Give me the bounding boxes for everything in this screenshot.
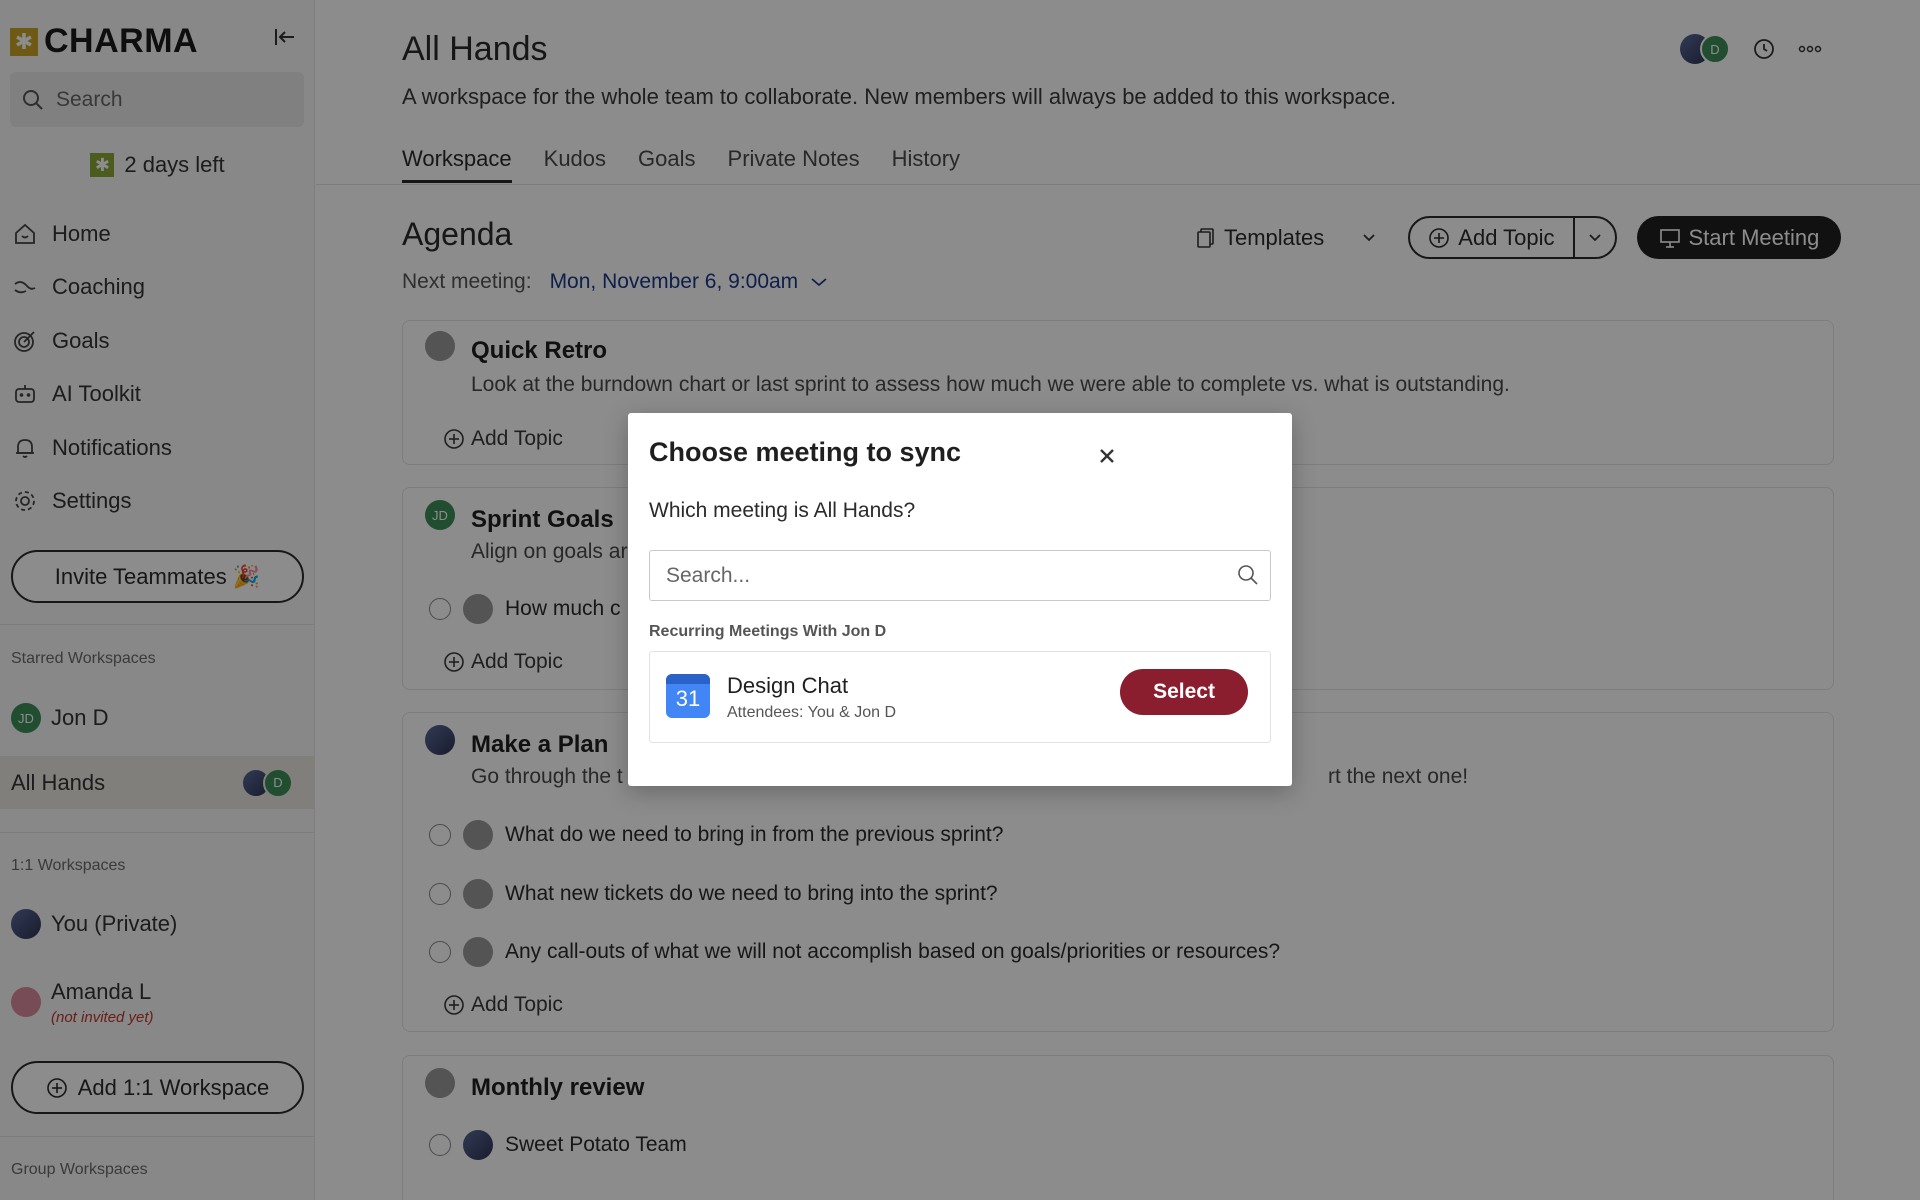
select-meeting-button[interactable]: Select xyxy=(1120,669,1248,715)
agenda-title: Agenda xyxy=(402,216,513,252)
meeting-option xyxy=(649,651,1271,743)
group-workspaces-heading: Group Workspaces xyxy=(11,1161,148,1178)
avatar: D xyxy=(1700,34,1730,64)
section-title[interactable]: Monthly review xyxy=(471,1074,645,1101)
start-meeting-label: Start Meeting xyxy=(1688,224,1820,250)
sidebar-item-label: Coaching xyxy=(52,274,145,300)
section-title[interactable]: Make a Plan xyxy=(471,731,609,758)
topic-text: Any call-outs of what we will not accomplish based on goals/priorities or resources? xyxy=(505,940,1281,963)
not-invited-note: (not invited yet) xyxy=(51,1008,154,1026)
sidebar-item-label: Home xyxy=(52,220,111,246)
sidebar-item-label: AI Toolkit xyxy=(52,381,141,407)
sidebar-item-label: Notifications xyxy=(52,434,172,460)
page-description: A workspace for the whole team to collaborate. New members will always be added to this workspace. xyxy=(402,84,1397,109)
workspace-label: You (Private) xyxy=(51,911,178,936)
section-title[interactable]: Quick Retro xyxy=(471,337,608,364)
one-on-one-workspaces-heading: 1:1 Workspaces xyxy=(11,857,126,874)
invite-teammates-label: Invite Teammates 🎉 xyxy=(54,563,261,589)
tab-history[interactable]: History xyxy=(891,146,961,171)
next-meeting-value: Mon, November 6, 9:00am xyxy=(549,270,799,293)
tab-private-notes[interactable]: Private Notes xyxy=(727,146,860,171)
tab-workspace[interactable]: Workspace xyxy=(402,146,512,183)
meeting-search-input[interactable] xyxy=(666,564,1206,588)
section-description: Align on goals ar xyxy=(471,540,628,563)
workspace-label: Jon D xyxy=(51,705,109,730)
avatar: D xyxy=(263,768,293,798)
trial-text: 2 days left xyxy=(124,152,225,177)
avatar: JD xyxy=(425,500,455,530)
sidebar-search-placeholder: Search xyxy=(56,87,123,111)
tab-kudos[interactable]: Kudos xyxy=(543,146,607,171)
section-title[interactable]: Sprint Goals xyxy=(471,506,614,533)
dialog-title: Choose meeting to sync xyxy=(649,437,962,467)
meeting-search-field xyxy=(649,550,1271,601)
topic-text: What do we need to bring in from the previous sprint? xyxy=(505,823,1004,846)
add-workspace-label: Add 1:1 Workspace xyxy=(77,1074,270,1100)
meeting-attendees: Attendees: You & Jon D xyxy=(727,704,897,721)
section-description: Look at the burndown chart or last sprint to assess how much we were able to complete vs. what is outstanding. xyxy=(471,373,1510,396)
meeting-name: Design Chat xyxy=(727,673,849,698)
topic-text: How much c xyxy=(505,597,621,620)
section-description-tail: rt the next one! xyxy=(1328,765,1469,788)
trial-star-icon: ✱ xyxy=(90,153,114,177)
calendar-day: 31 xyxy=(675,686,701,711)
logo-text: CHARMA xyxy=(44,22,199,60)
starred-workspaces-heading: Starred Workspaces xyxy=(11,650,156,667)
recurring-meetings-heading: Recurring Meetings With Jon D xyxy=(649,623,887,640)
search-icon xyxy=(1236,563,1260,587)
page-title: All Hands xyxy=(402,30,548,68)
tab-goals[interactable]: Goals xyxy=(638,146,696,171)
add-topic-label: Add Topic xyxy=(471,650,563,673)
topic-text: Sweet Potato Team xyxy=(505,1133,687,1156)
topic-text: What new tickets do we need to bring into the sprint? xyxy=(505,882,998,905)
add-topic-label: Add Topic xyxy=(471,993,563,1016)
add-topic-label: Add Topic xyxy=(1458,224,1555,250)
sidebar-item-label: Settings xyxy=(52,488,132,514)
google-calendar-icon xyxy=(666,674,710,718)
sidebar-item-label: Goals xyxy=(52,327,110,353)
templates-label: Templates xyxy=(1224,224,1325,250)
close-icon[interactable] xyxy=(1094,443,1120,469)
add-topic-label: Add Topic xyxy=(471,427,563,450)
dialog-question: Which meeting is All Hands? xyxy=(649,499,916,522)
next-meeting-label: Next meeting: xyxy=(402,270,532,293)
workspace-label: Amanda L xyxy=(51,978,152,1004)
workspace-label: All Hands xyxy=(11,769,106,795)
avatar: JD xyxy=(11,703,41,733)
section-description: Go through the t xyxy=(471,765,623,788)
choose-meeting-dialog xyxy=(628,413,1292,786)
logo-mark-icon: ✱ xyxy=(10,28,38,56)
